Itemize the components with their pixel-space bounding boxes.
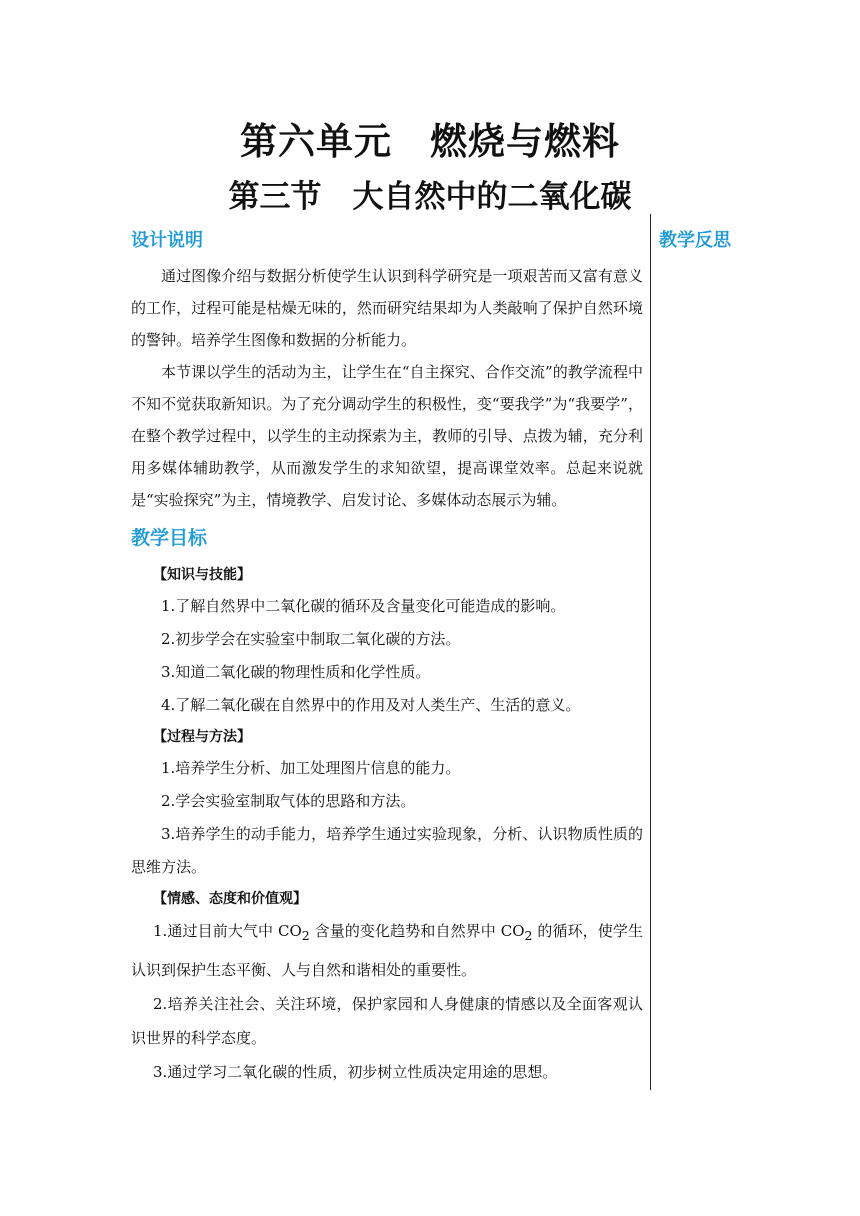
emotion-item-2: 2.培养关注社会、关注环境，保护家园和人身健康的情感以及全面客观认识世界的科学态度。 xyxy=(131,995,643,1047)
unit-title: 第六单元 燃烧与燃料 xyxy=(240,120,620,163)
knowledge-item-4: 4.了解二氧化碳在自然界中的作用及对人类生产、生活的意义。 xyxy=(161,696,581,714)
knowledge-item-1: 1.了解自然界中二氧化碳的循环及含量变化可能造成的影响。 xyxy=(161,597,566,615)
process-label: 【过程与方法】 xyxy=(153,729,251,745)
emotion-item-1: 1.通过目前大气中 $CO_2$ 含量的变化趋势和自然界中 $CO_2$ 的循环，使学生认识到保护生态平衡、人与自然和谐相处的重要性。 xyxy=(131,922,643,979)
process-item-3: 3.培养学生的动手能力，培养学生通过实验现象，分析、认识物质性质的思维方法。 xyxy=(131,825,643,876)
sidebar-column xyxy=(659,224,839,258)
design-heading: 设计说明 xyxy=(131,230,203,251)
knowledge-item-3: 3.知道二氧化碳的物理性质和化学性质。 xyxy=(161,663,431,681)
design-paragraph-2: 本节课以学生的活动为主，让学生在“自主探究、合作交流”的教学流程中不知不觉获取新知识。为了充分调动学生的积极性，变“要我学”为“我要学”，在整个教学过程中，以学生的主动探索为主，教师的引导、点拨为辅，充分利用多媒体辅助教学，从而激发学生的求知欲望，提高课堂效率。总起来说就是“实验探究”为主，情境教学、启发讨论、多媒体动态展示为辅。 xyxy=(131,363,643,509)
design-paragraph-1: 通过图像介绍与数据分析使学生认识到科学研究是一项艰苦而又富有意义的工作，过程可能是枯燥无味的，然而研究结果却为人类敲响了保护自然环境的警钟。培养学生图像和数据的分析能力。 xyxy=(131,267,643,349)
goals-heading: 教学目标 xyxy=(131,527,208,549)
process-item-2: 2.学会实验室制取气体的思路和方法。 xyxy=(161,792,416,810)
process-item-1: 1.培养学生分析、加工处理图片信息的能力。 xyxy=(161,759,461,777)
reflection-heading: 教学反思 xyxy=(659,230,731,251)
knowledge-label: 【知识与技能】 xyxy=(153,567,251,583)
section-title: 第三节 大自然中的二氧化碳 xyxy=(228,179,632,215)
column-divider xyxy=(650,214,651,1090)
emotion-item-3: 3.通过学习二氧化碳的性质，初步树立性质决定用途的思想。 xyxy=(153,1063,558,1081)
knowledge-item-2: 2.初步学会在实验室中制取二氧化碳的方法。 xyxy=(161,630,461,648)
emotion-label: 【情感、态度和价值观】 xyxy=(153,891,307,907)
main-column xyxy=(131,222,643,1089)
